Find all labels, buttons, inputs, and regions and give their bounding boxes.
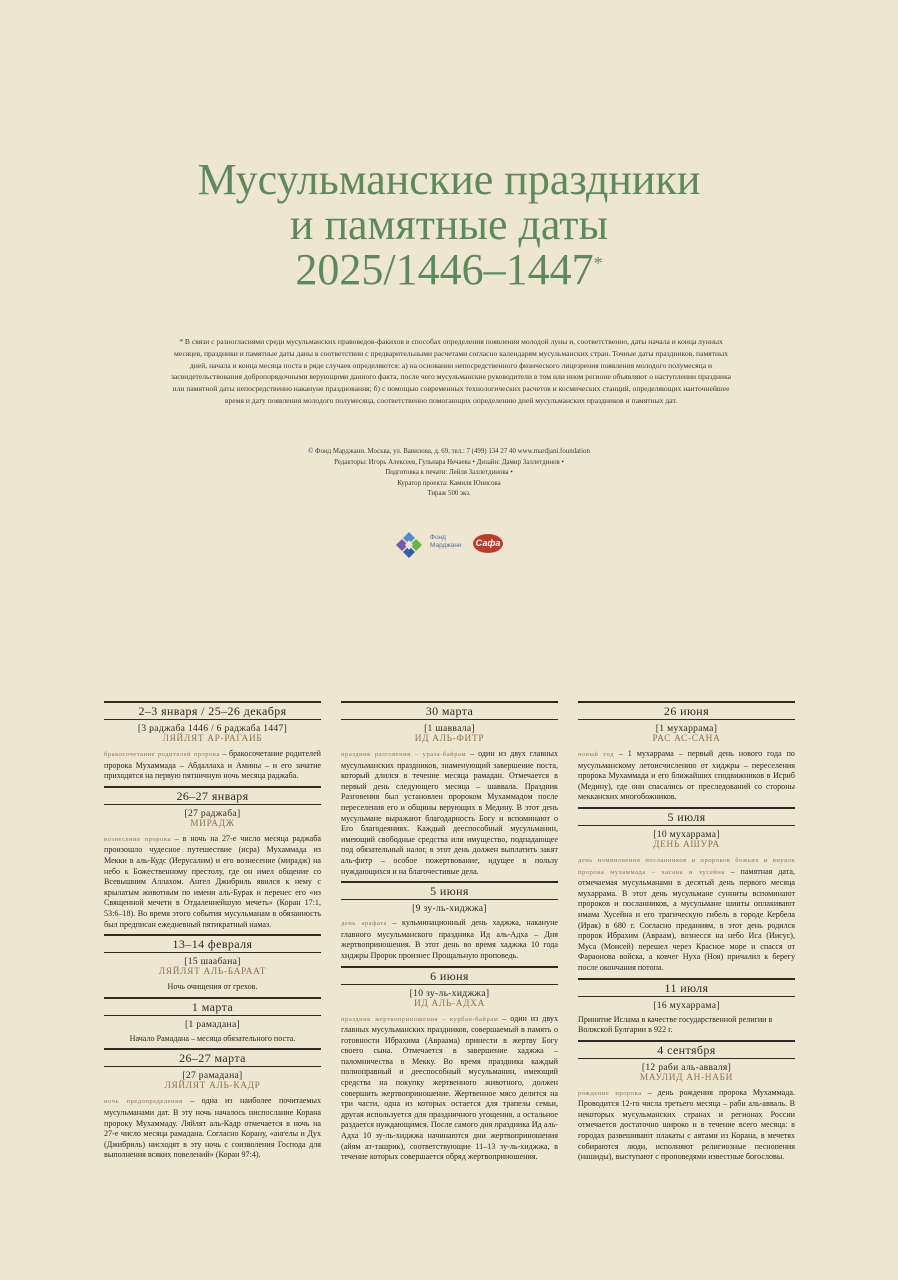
- entry-hijri-date: [12 раби аль-авваля]: [641, 1061, 732, 1073]
- entry-text: – один из двух главных мусульманских праздников, знаменующий завершение поста, который длился в течение месяца рамадан. Отмечается в первый день следующего месяца – шаввала. Праздник Разговения был установлен пророком Мухаммадом после переселения его и общины верующих в Медину. В этот день мусульмане выражают благодарность Богу и вспоминают о Его благодеяниях. Каждый дееспособный мусульманин, имеющий свободные средства или имущество, подпадающее под обязательный налог, в этот день должен выплатить закят аль-фитр – особое пожертвование, идущее в пользу нуждающихся и на благочестивые дела.: [341, 749, 558, 876]
- entry-text: – в ночь на 27-е число месяца раджаба произошло чудесное путешествие (исра) Мухаммада из Мекки в аль-Кудс (Иерусалим) и его вознесение (мирадж) на небо к Божественному престолу, где он имел общение со Всевышним Аллахом. Ангел Джибриль явился к нему с крылатым животным по имени аль-Бурак и перенес его «из Священной мечети в Отдаленнейшую мечеть» (Коран 17:1, 53:6–18). Во время этого события мусульманам в обязанность был предписан ежедневный пятикратный намаз.: [104, 833, 321, 929]
- entry-description: [578, 1088, 795, 1163]
- entry-lead: бракосочетание родителей пророка: [104, 751, 220, 758]
- entry-description: [578, 749, 795, 803]
- imprint-line: Редакторы: Игорь Алексеев, Гульнара Нечаева • Дизайн: Дамир Заллетдинов •: [334, 458, 564, 466]
- entry-hijri-date: [16 мухаррама]: [653, 999, 720, 1011]
- mardjani-logo-text: [430, 534, 462, 550]
- calendar-entry: [104, 786, 321, 930]
- calendar-entry: [578, 978, 795, 1036]
- title-line-1: Мусульманские праздники: [197, 155, 701, 204]
- title-line-2: и памятные даты: [289, 200, 609, 249]
- entry-holiday-name: ЛЯЙЛЯТ АР-РАГАИБ: [162, 734, 263, 744]
- entry-description: [341, 1014, 558, 1163]
- entry-lead: ночь предопределения: [104, 1098, 183, 1106]
- calendar-entry: [104, 1048, 321, 1161]
- entry-date: 30 марта: [341, 701, 558, 720]
- entry-hijri-date: [9 зу-ль-хиджжа]: [412, 903, 487, 915]
- entry-text: – памятная дата, отмечаемая мусульманами в десятый день первого месяца мухаррама. В этот день мусульмане сунниты вспоминают пророков и посланников, а мусульмане шииты оплакивают имама Хусейна и его трагическую гибель в городе Кербела (Ирак) в 680 г. Согласно преданиям, в этот день родился пророк Ибрахим (Авраам), вознесся на небо Иса (Иисус), Муса (Моисей) перешел через Красное море и спасся от Фараонова войска, а ковчег Нуха (Ноя) причалил к берегу после окончания потопа.: [578, 866, 795, 972]
- entry-holiday-name: ЛЯЙЛЯТ АЛЬ-БАРААТ: [158, 967, 267, 978]
- entry-description: [104, 749, 321, 782]
- calendar-entry: [578, 807, 795, 974]
- entry-date: 6 июня: [341, 966, 558, 985]
- entry-lead: вознесение пророка: [104, 835, 171, 843]
- entry-description: [104, 982, 321, 993]
- entry-description: [104, 834, 321, 930]
- imprint-line: © Фонд Марджани. Москва, ул. Вавилова, д. 69, тел.: 7 (499) 134 27 40 www.mardjani.foundation: [308, 448, 590, 455]
- calendar-entry: [104, 701, 321, 782]
- logo-text-line: Фонд: [430, 534, 446, 541]
- entry-text: Принятие Ислама в качестве государственной религии в Волжской Булгарии в 922 г.: [578, 1014, 773, 1035]
- title-line-3: [0, 247, 898, 292]
- entry-description: [104, 1096, 321, 1161]
- entry-hijri-date: [27 рамадана]: [182, 1070, 243, 1082]
- imprint: [0, 447, 898, 500]
- entry-description: [341, 749, 558, 877]
- entry-date: 26–27 марта: [104, 1048, 321, 1067]
- calendar-entry: [578, 701, 795, 803]
- entry-text: – бракосочетание родителей пророка Мухаммада – Абдаллаха и Амины – и его зачатие приходятся на первую пятничную ночь месяца раджаба.: [104, 749, 322, 781]
- entry-hijri-date: [10 мухаррама]: [653, 828, 720, 840]
- title-years: 2025/1446–1447: [295, 245, 594, 294]
- mardjani-foundation-logo: [394, 531, 424, 559]
- imprint-line: Подготовка к печати: Лейля Заллетдинова •: [385, 469, 513, 476]
- entry-holiday-name: ИД АЛЬ-АДХА: [413, 998, 486, 1009]
- entry-holiday-name: ИД АЛЬ-ФИТР: [414, 734, 485, 744]
- entry-hijri-date: [1 шаввала]: [424, 723, 475, 734]
- entry-holiday-name: РАС АС-САНА: [652, 734, 721, 744]
- entry-hijri-date: [1 рамадана]: [184, 1018, 241, 1030]
- entry-lead: новый год: [578, 751, 614, 758]
- entry-holiday-name: МАУЛИД АН-НАБИ: [639, 1072, 734, 1083]
- calendar-column-3: [578, 701, 795, 1167]
- entry-date: 26–27 января: [104, 786, 321, 805]
- entry-hijri-date: [27 раджаба]: [184, 807, 241, 819]
- entry-text: – один из двух главных мусульманских праздников, совершаемый в память о готовности Ибрахима (Авраама) принести в жертву Богу своего сына. Отмечается в завершение хаджжа – паломничества в Мекку. Во время праздника каждый полноправный и дееспособный мусульманин, имеющий средства на покупку жертвенного животного, должен совершить жертвоприношение. Жертвенное мясо делится на три части, одна из которых остается для трапезы семьи, другая используется для праздничного угощения, а остальное раздается нуждающимся. После самого дня праздника Ид аль-Адха 10 зу-ль-хиджжа начинаются дни жертвоприношения (айям ат-ташрик), соответствующие 11–13 зу-ль-хиджжа, в течение которых совершается обряд жертвоприношения.: [341, 1013, 558, 1162]
- entry-text: – одна из наиболее почитаемых мусульманами дат. В эту ночь началось ниспослание Корана пророку Мухаммаду. Ляйлят аль-Кадр отмечается в ночь на 27-е число месяца рамадана. Согласно Корану, «ангелы и Дух (Джибриль) нисходят в эту ночь с соизволения Господа для выполнения всяких повелений» (Коран 97:4).: [104, 1096, 321, 1160]
- entry-description: [104, 1034, 321, 1045]
- entry-date: 5 июля: [578, 807, 795, 826]
- entry-date: 5 июня: [341, 881, 558, 900]
- entry-date: 4 сентября: [578, 1040, 795, 1059]
- title-asterisk: *: [593, 253, 603, 273]
- entry-description: [341, 918, 558, 961]
- entry-lead: рождение пророка: [578, 1089, 642, 1097]
- footnote: * В связи с разногласиями среди мусульманских правоведов-факихов в способах определения появления молодой луны и, соответственно, даты начала и конца лунных месяцев, праздники и памятные даты даны в соответствии с предварительными расчетами согласно календарям мусульманских стран. Точные даты праздников, памятных дней, начала и конца месяца поста в ряде случаев определяются: а) на основании непосредственного физического лицезрения появления молодого полумесяца и засвидетельствования добропорядочными верующими данного факта, после чего мусульманские руководители в том или ином регионе объявляют о наступлении праздника или памятной даты непосредственно накануне празднования; б) с помощью современных технологических расчетов и космических станций, определяющих наиточнейшее время и дату появления молодого полумесяца, соответственно помогающих определению дней мусульманских праздников и памятных дат.: [170, 337, 732, 405]
- entry-hijri-date: [3 раджаба 1446 / 6 раджаба 1447]: [137, 723, 288, 734]
- calendar-entry: [341, 701, 558, 877]
- safa-logo: Сафа: [473, 534, 503, 553]
- calendar-entry: [578, 1040, 795, 1163]
- entry-description: [578, 1015, 795, 1036]
- entry-lead: праздник разговения – ураза-байрам: [341, 751, 467, 758]
- sponsor-logos: [394, 531, 514, 559]
- calendar-column-2: [341, 701, 558, 1167]
- calendar-entry: [341, 881, 558, 961]
- poster-title: [0, 157, 898, 292]
- imprint-line: Тираж 500 экз.: [427, 490, 471, 497]
- entry-holiday-name: МИРАДЖ: [190, 818, 235, 829]
- entry-text: – кульминационный день хаджжа, накануне главного мусульманского праздника Ид аль-Адха – Дня жертвоприношения. В этот день во время хаджжа 10 года хиджры Пророк произнес Прощальную проповедь.: [341, 918, 558, 960]
- entry-holiday-name: ДЕНЬ АШУРА: [653, 839, 720, 850]
- entry-date: 2–3 января / 25–26 декабря: [104, 701, 321, 720]
- entry-date: 11 июля: [578, 978, 795, 997]
- entry-description: [578, 855, 795, 974]
- entry-text: – день рождения пророка Мухаммада. Проводится 12-го числа третьего месяца – раби аль-авваль. В некоторых мусульманских странах и регионах России отмечается достаточно широко и в течение всего месяца: в городах развешивают плакаты с аятами из Корана, в мечетях собираются люди, исполняют религиозные песнопения (нашиды), выступают с проповедями известные богословы.: [578, 1087, 795, 1162]
- calendar-entry: [341, 966, 558, 1163]
- entry-hijri-date: [10 зу-ль-хиджжа]: [409, 987, 490, 999]
- logo-text-line: Марджани: [430, 542, 462, 549]
- entry-holiday-name: ЛЯЙЛЯТ АЛЬ-КАДР: [164, 1081, 261, 1092]
- entry-text: – 1 мухаррама – первый день нового года по мусульманскому летоисчислению от хиджры – переселения пророка Мухаммада и его ближайших сподвижников в Исриб (Медину), где они спасались от преследований со стороны мекканских многобожников.: [578, 749, 795, 802]
- entry-lead: праздник жертвоприношения – курбан-байрам: [341, 1015, 499, 1023]
- entry-lead: день арафата: [341, 920, 387, 928]
- calendar-entry: [104, 934, 321, 993]
- entry-date: 1 марта: [104, 997, 321, 1016]
- entry-text: Ночь очищения от грехов.: [167, 982, 258, 992]
- entry-lead: день поминовения посланников и пророков божьих и внуков пророка мухаммада – хасана и хусейна: [578, 856, 795, 876]
- entry-text: Начало Рамадана – месяца обязательного поста.: [129, 1033, 296, 1043]
- entry-date: 26 июня: [578, 701, 795, 720]
- entry-hijri-date: [15 шаабана]: [184, 956, 241, 968]
- entry-hijri-date: [1 мухаррама]: [655, 723, 718, 734]
- calendar-entry: [104, 997, 321, 1045]
- imprint-line: Куратор проекта: Камиля Юнисова: [397, 479, 501, 487]
- calendar-column-1: [104, 701, 321, 1165]
- entry-date: 13–14 февраля: [104, 934, 321, 953]
